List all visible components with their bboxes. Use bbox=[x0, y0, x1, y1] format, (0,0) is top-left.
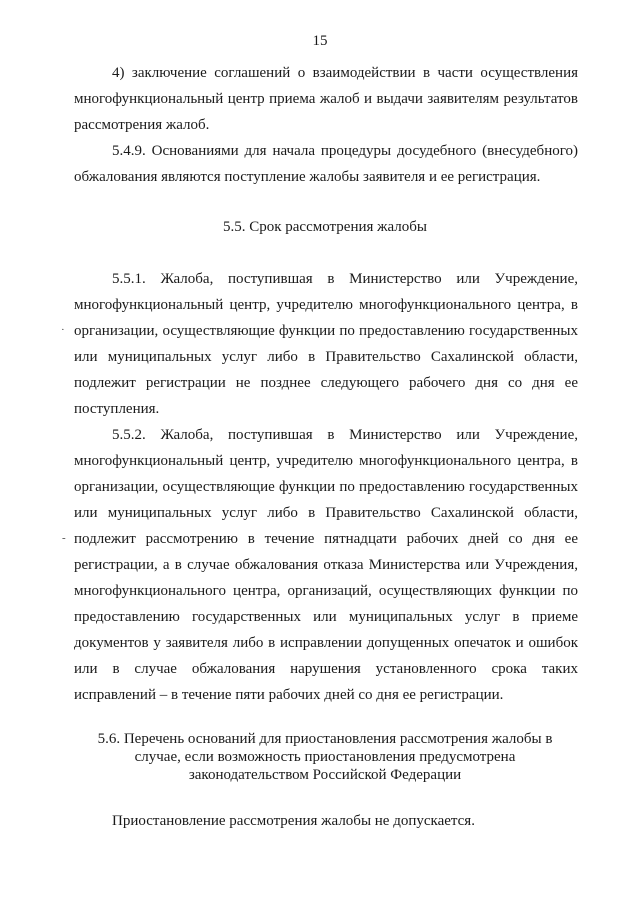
paragraph-5-5-1: 5.5.1. Жалоба, поступившая в Министерство или Учреждение, многофункциональный центр, учредителю многофункционального центра, в организации, осуществляющие функции по предоставлению государственных или муниципальных услуг либо в Правительство Сахалинской области, подлежит регистрации не позднее следующего рабочего дня со дня ее поступления. bbox=[74, 271, 578, 417]
heading-5-6-line-1: 5.6. Перечень оснований для приостановления рассмотрения жалобы в bbox=[97, 731, 553, 747]
scan-speck: · bbox=[61, 324, 65, 336]
paragraph-5-5-2: 5.5.2. Жалоба, поступившая в Министерство или Учреждение, многофункциональный центр, учредителю многофункционального центра, в организации, осуществляющие функции по предоставлению государственных или муниципальных услуг либо в Правительство Сахалинской области, подлежит рассмотрению в течение пятнадцати рабочих дней со дня ее регистрации, а в случае обжалования отказа Министерства или Учреждения, многофункционального центра, организаций, осуществляющих функции по предоставлению государственных или муниципальных услуг в приеме документов у заявителя либо в исправлении допущенных опечаток и ошибок или в случае обжалования нарушения установленного срока таких исправлений – в течение пяти рабочих дней со дня ее регистрации. bbox=[74, 427, 578, 703]
heading-5-5: 5.5. Срок рассмотрения жалобы bbox=[222, 219, 427, 235]
paragraph-5-4-9: 5.4.9. Основаниями для начала процедуры досудебного (внесудебного) обжалования являются поступление жалобы заявителя и ее регистрация. bbox=[74, 143, 578, 185]
paragraph-4-agreements: 4) заключение соглашений о взаимодействии в части осуществления многофункциональный центр приема жалоб и выдачи заявителям результатов рассмотрения жалоб. bbox=[74, 65, 578, 133]
heading-5-6-line-2: случае, если возможность приостановления предусмотрена bbox=[134, 749, 516, 765]
heading-5-6-line-3: законодательством Российской Федерации bbox=[188, 767, 462, 783]
paragraph-suspension: Приостановление рассмотрения жалобы не допускается. bbox=[112, 813, 475, 829]
scan-speck: - bbox=[62, 532, 66, 544]
page-number: 15 bbox=[312, 33, 328, 49]
